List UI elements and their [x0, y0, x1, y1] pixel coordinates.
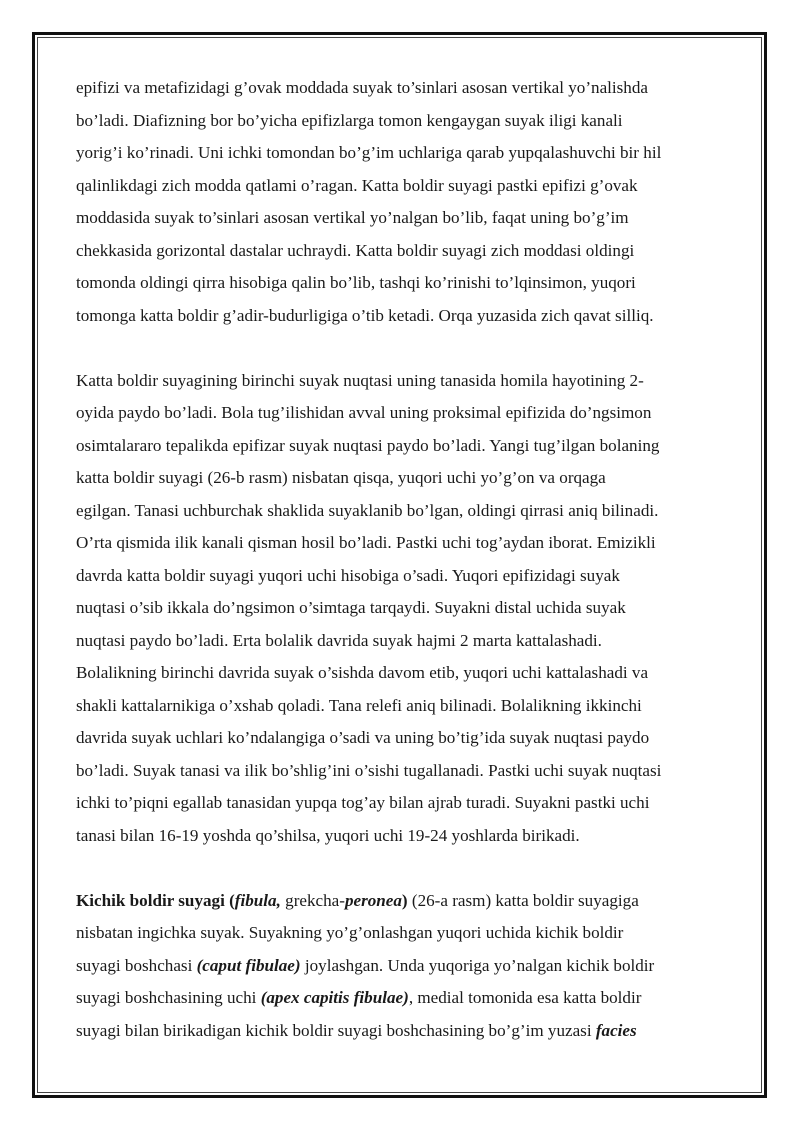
text-line: moddasida suyak to’sinlari asosan vertikal yo’nalgan bo’lib, faqat uning bo’g’im: [76, 208, 629, 227]
text-line: nuqtasi o’sib ikkala do’ngsimon o’simtaga tarqaydi. Suyakni distal uchida suyak: [76, 598, 626, 617]
paragraph-gap: [76, 852, 726, 885]
paragraph-3: [76, 885, 726, 1048]
paragraph-2: [76, 365, 726, 853]
inline-text: suyagi boshchasining uchi: [76, 988, 261, 1007]
text-line: katta boldir suyagi (26-b rasm) nisbatan qisqa, yuqori uchi yo’g’on va orqaga: [76, 468, 606, 487]
text-line: bo’ladi. Suyak tanasi va ilik bo’shlig’ini o’sishi tugallanadi. Pastki uchi suyak nuqtasi: [76, 760, 662, 780]
text-line: davrda katta boldir suyagi yuqori uchi hisobiga o’sadi. Yuqori epifizidagi suyak: [76, 565, 620, 585]
inline-text: suyagi boshchasi: [76, 955, 197, 975]
greek-term: peronea: [344, 890, 402, 910]
text-line: osimtalararo tepalikda epifizar suyak nuqtasi paydo bo’ladi. Yangi tug’ilgan bolaning: [76, 435, 660, 455]
text-line: O’rta qismida ilik kanali qisman hosil bo’ladi. Pastki uchi tog’aydan iborat. Emizikli: [76, 533, 656, 552]
text-line: tomonda oldingi qirra hisobiga qalin bo’lib, tashqi ko’rinishi to’lqinsimon, yuqori: [76, 273, 636, 292]
text-line: [76, 982, 726, 1015]
text-line: bo’ladi. Diafizning bor bo’yicha epifizlarga tomon kengaygan suyak iligi kanali: [76, 110, 623, 130]
text-line: qalinlikdagi zich modda qatlami o’ragan. Katta boldir suyagi pastki epifizi g’ovak: [76, 175, 638, 195]
text-line: ichki to’piqni egallab tanasidan yupqa tog’ay bilan ajrab turadi. Suyakni pastki uchi: [76, 793, 650, 812]
text-line: egilgan. Tanasi uchburchak shaklida suyaklanib bo’lgan, oldingi qirrasi aniq bilinadi.: [76, 500, 659, 520]
text-line: [76, 885, 726, 918]
inline-text: grekcha-: [280, 890, 345, 910]
paragraph-gap: [76, 332, 726, 365]
text-line: [76, 1015, 726, 1048]
bold-term: Kichik boldir suyagi (: [76, 890, 235, 910]
inline-text: , medial tomonida esa katta boldir: [408, 988, 642, 1007]
text-line: tanasi bilan 16-19 yoshda qo’shilsa, yuqori uchi 19-24 yoshlarda birikadi.: [76, 825, 580, 845]
latin-term: (caput fibulae): [196, 955, 301, 975]
latin-term: fibula,: [234, 890, 281, 910]
latin-term: facies: [595, 1020, 637, 1040]
text-line: davrida suyak uchlari ko’ndalangiga o’sadi va uning bo’tig’ida suyak nuqtasi paydo: [76, 728, 650, 747]
text-line: nuqtasi paydo bo’ladi. Erta bolalik davrida suyak hajmi 2 marta kattalashadi.: [76, 630, 602, 650]
text-line: Bolalikning birinchi davrida suyak o’sishda davom etib, yuqori uchi kattalashadi va: [76, 663, 649, 682]
text-line: yorig’i ko’rinadi. Uni ichki tomondan bo’g’im uchlariga qarab yupqalashuvchi bir hil: [76, 143, 662, 162]
inline-text: suyagi bilan birikadigan kichik boldir suyagi boshchasining bo’g’im yuzasi: [76, 1020, 596, 1040]
text-line: oyida paydo bo’ladi. Bola tug’ilishidan avval uning proksimal epifizida do’ngsimon: [76, 403, 652, 422]
text-line: shakli kattalarnikiga o’xshab qoladi. Tana relefi aniq bilinadi. Bolalikning ikkinchi: [76, 695, 642, 715]
paragraph-1: [76, 72, 726, 332]
inline-text: joylashgan. Unda yuqoriga yo’nalgan kichik boldir: [300, 955, 655, 975]
inline-text: (26-a rasm) katta boldir suyagiga: [407, 890, 639, 910]
text-line: [76, 950, 726, 983]
text-line: Katta boldir suyagining birinchi suyak nuqtasi uning tanasida homila hayotining 2-: [76, 370, 644, 390]
text-line: tomonga katta boldir g’adir-budurligiga o’tib ketadi. Orqa yuzasida zich qavat silliq.: [76, 305, 654, 325]
text-line: epifizi va metafizidagi g’ovak moddada suyak to’sinlari asosan vertikal yo’nalishda: [76, 78, 648, 97]
text-line: nisbatan ingichka suyak. Suyakning yo’g’onlashgan yuqori uchida kichik boldir: [76, 923, 624, 942]
latin-term: (apex capitis fibulae): [260, 988, 409, 1007]
bold-term: ): [401, 890, 408, 910]
text-line: chekkasida gorizontal dastalar uchraydi. Katta boldir suyagi zich moddasi oldingi: [76, 240, 635, 260]
document-body: [76, 72, 726, 1047]
